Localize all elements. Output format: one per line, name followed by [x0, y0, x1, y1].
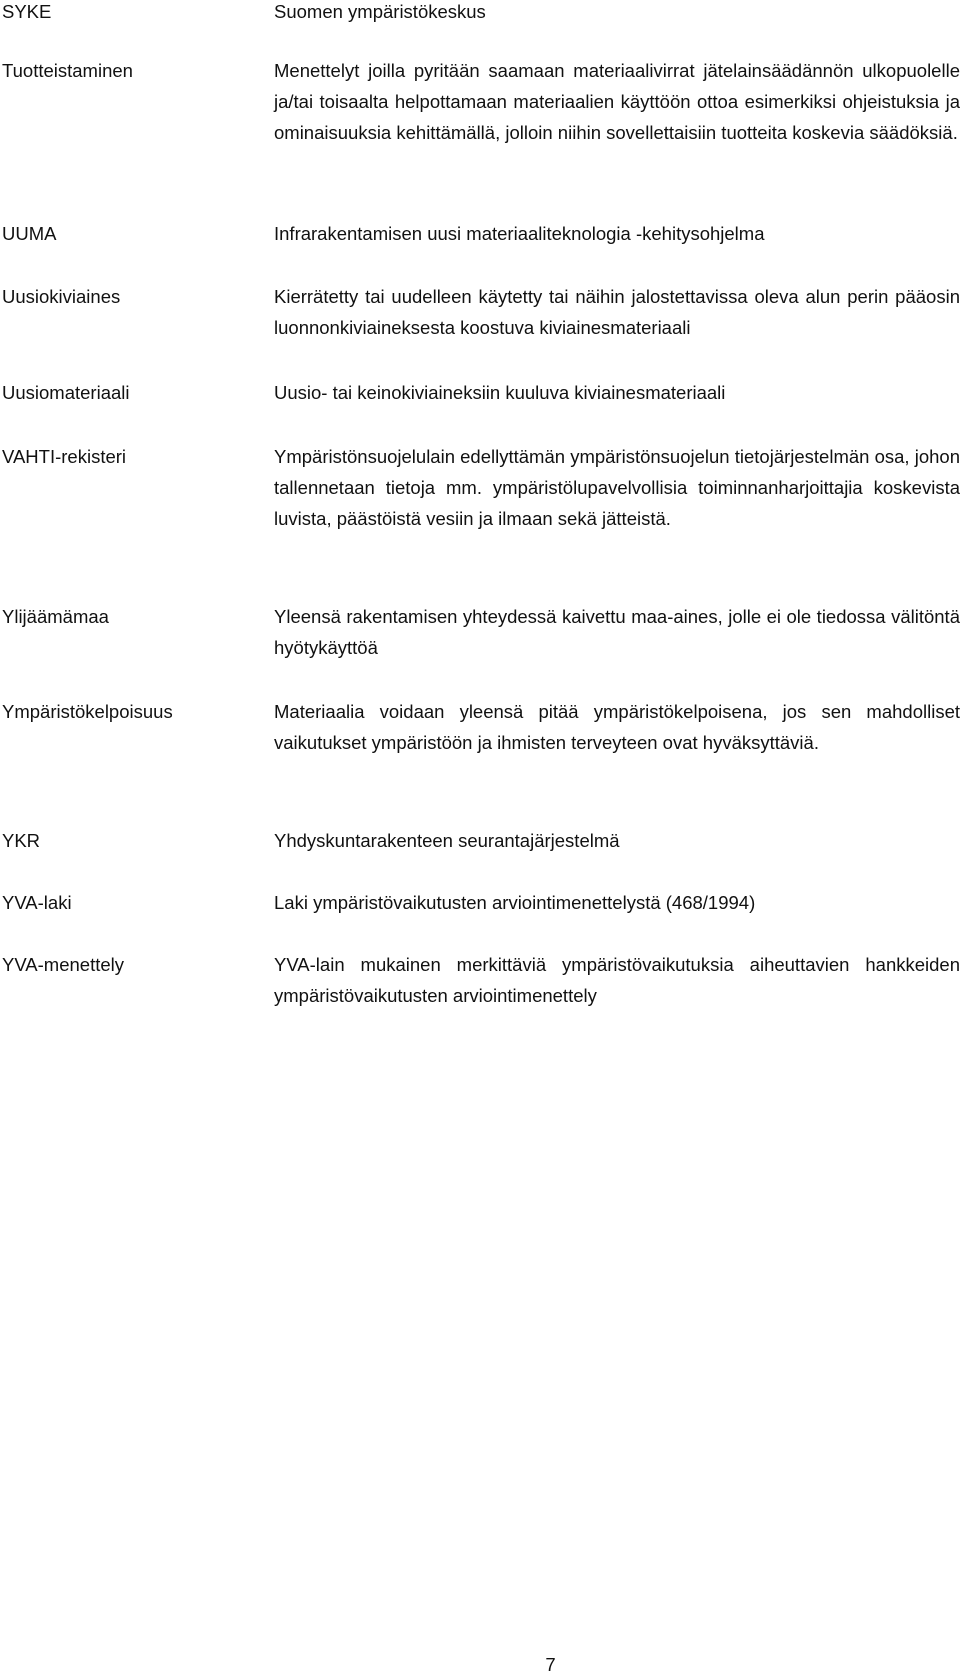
glossary-definition: Ympäristönsuojelulain edellyttämän ympäristönsuojelun tietojärjestelmän osa, johon tallennetaan tietoja mm. ympäristölupavelvollisia toiminnanharjoittajia koskevista luvista, päästöistä vesiin ja ilmaan sekä jätteistä. — [274, 446, 960, 529]
glossary-definition: YVA-lain mukainen merkittäviä ympäristövaikutuksia aiheuttavien hankkeiden ympäristövaikutusten arviointimenettely — [274, 954, 960, 1006]
glossary-term: Uusiomateriaali — [2, 382, 130, 403]
glossary-definition: Suomen ympäristökeskus — [274, 1, 486, 22]
glossary-term: Ympäristökelpoisuus — [2, 701, 173, 722]
glossary-definition: Yhdyskuntarakenteen seurantajärjestelmä — [274, 830, 620, 851]
glossary-definition: Materiaalia voidaan yleensä pitää ympäristökelpoisena, jos sen mahdolliset vaikutukset ympäristöön ja ihmisten terveyteen ovat hyväksyttäviä. — [274, 701, 960, 753]
glossary-term: Uusiokiviaines — [2, 286, 121, 307]
page-number: 7 — [545, 1654, 556, 1675]
glossary-definition: Infrarakentamisen uusi materiaaliteknologia -kehitysohjelma — [274, 223, 765, 244]
glossary-term: SYKE — [2, 1, 52, 22]
glossary-definition: Menettelyt joilla pyritään saamaan materiaalivirrat jätelainsäädännön ulkopuolelle ja/tai toisaalta helpottamaan materiaalien käyttöön ottoa esimerkiksi ohjeistuksia ja ominaisuuksia kehittämällä, jolloin niihin sovellettaisiin tuotteita koskevia säädöksiä. — [274, 60, 960, 143]
glossary-term: Ylijäämämaa — [2, 606, 109, 627]
glossary-term: YVA-laki — [2, 892, 72, 913]
glossary-definition: Uusio- tai keinokiviaineksiin kuuluva kiviainesmateriaali — [274, 382, 726, 403]
glossary-term: YKR — [2, 830, 41, 851]
glossary-term: YVA-menettely — [2, 954, 125, 975]
glossary-definition: Laki ympäristövaikutusten arviointimenettelystä (468/1994) — [274, 892, 756, 913]
glossary-term: UUMA — [2, 223, 57, 244]
glossary-definition: Kierrätetty tai uudelleen käytetty tai näihin jalostettavissa oleva alun perin pääosin luonnonkiviaineksesta koostuva kiviainesmateriaali — [274, 286, 960, 338]
glossary-term: VAHTI-rekisteri — [2, 446, 127, 467]
glossary-definition: Yleensä rakentamisen yhteydessä kaivettu maa-aines, jolle ei ole tiedossa välitöntä hyötykäyttöä — [274, 606, 960, 658]
glossary-term: Tuotteistaminen — [2, 60, 133, 81]
